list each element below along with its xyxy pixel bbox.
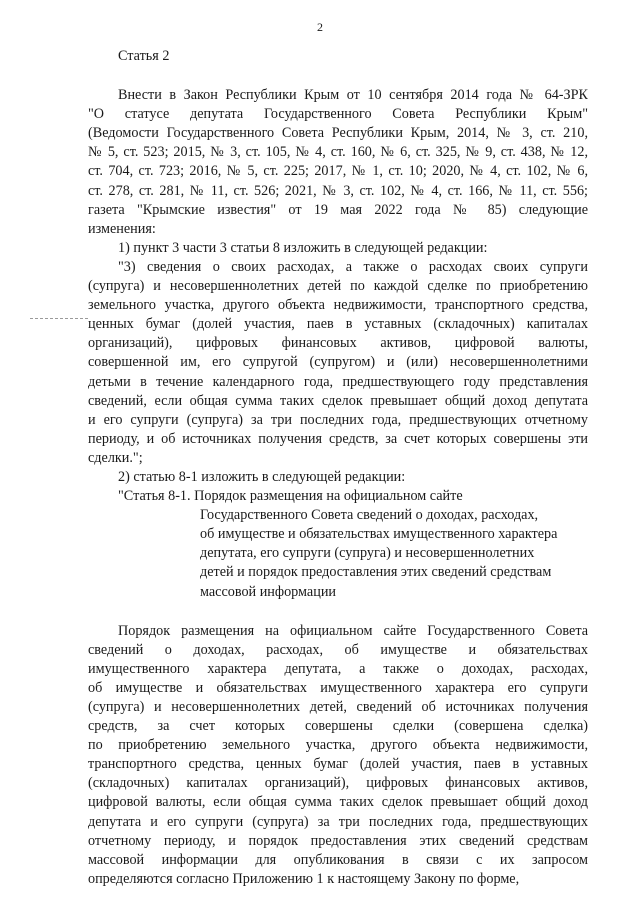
body-line: (складочных) капиталах организаций), цифровых финансовых активов, xyxy=(88,775,588,792)
scan-artifact-line xyxy=(30,318,88,319)
intro-line: (Ведомости Государственного Совета Республики Крым, 2014, № 3, ст. 210, xyxy=(88,125,588,142)
article-8-1-heading xyxy=(88,506,588,601)
body-line: отчетному периоду, и порядок предоставления этих сведений средствам xyxy=(88,832,588,849)
page-number: 2 xyxy=(317,20,323,34)
intro-line: Внести в Закон Республики Крым от 10 сентября 2014 года № 64-ЗРК xyxy=(118,87,588,104)
heading-line: детей и порядок предоставления этих сведений средствам xyxy=(200,564,552,581)
item-1-line: сведений, если общая сумма таких сделок превышает общий доход депутата xyxy=(88,392,588,409)
item-1-line: и его супруги (супруга) за три последних года, предшествующих отчетному xyxy=(88,411,588,428)
heading-line: массовой информации xyxy=(200,583,337,600)
body-line: цифровой валюты, если общая сумма таких сделок превышает общий доход xyxy=(88,794,588,811)
heading-line: Государственного Совета сведений о доходах, расходах, xyxy=(200,507,539,524)
item-1-line: детьми в течение календарного года, предшествующего году представления xyxy=(88,373,588,390)
body-line: имущественного характера депутата, а также о доходах, расходах, xyxy=(88,660,588,677)
item-1-line: организаций), цифровых финансовых активов, цифровой валюты, xyxy=(88,335,588,352)
intro-line: ст. 704, ст. 723; 2016, № 5, ст. 225; 2017, № 1, ст. 10; 2020, № 4, ст. 102, № 6, xyxy=(88,163,588,180)
article-8-1-heading-first-line: "Статья 8-1. Порядок размещения на официальном сайте xyxy=(118,488,463,505)
item-2-label: 2) статью 8-1 изложить в следующей редакции: xyxy=(118,468,406,485)
intro-line: ст. 278, ст. 281, № 11, ст. 526; 2021, № 3, ст. 102, № 4, ст. 166, № 11, ст. 556; xyxy=(88,182,588,199)
item-1-line: периоду, и об источниках получения средств, за счет которых совершены эти xyxy=(88,430,588,447)
section-spacer xyxy=(88,602,588,622)
intro-line: № 5, ст. 523; 2015, № 3, ст. 105, № 4, ст. 160, № 6, ст. 325, № 9, ст. 438, № 12, xyxy=(88,144,588,161)
item-1-label: 1) пункт 3 части 3 статьи 8 изложить в следующей редакции: xyxy=(118,239,488,256)
heading-line: депутата, его супруги (супруга) и несовершеннолетних xyxy=(200,545,535,562)
intro-line: изменения: xyxy=(88,220,156,237)
intro-paragraph xyxy=(88,86,588,239)
article-title: Статья 2 xyxy=(118,48,170,64)
body-line: транспортного средства, ценных бумаг (долей участия, паев в уставных xyxy=(88,756,588,773)
item-1-line: ценных бумаг (долей участия, паев в уставных (складочных) капиталах xyxy=(88,316,588,333)
document-body xyxy=(88,47,588,889)
body-line: массовой информации для опубликования в связи с их запросом xyxy=(88,851,588,868)
intro-line: "О статусе депутата Государственного Совета Республики Крым" xyxy=(88,106,588,123)
body-line: средств, за счет которых совершены сделки (совершена сделка) xyxy=(88,718,588,735)
body-line: Порядок размещения на официальном сайте Государственного Совета xyxy=(118,622,588,639)
body-line: определяются согласно Приложению 1 к настоящему Закону по форме, xyxy=(88,870,520,887)
item-1-text xyxy=(88,258,588,468)
body-line: (супруга) и несовершеннолетних детей, сведений об источниках получения xyxy=(88,699,588,715)
item-1-line: совершенной им, его супругой (супругом) и (или) несовершеннолетними xyxy=(88,354,588,371)
body-line: сведений о доходах, расходах, об имуществе и обязательствах xyxy=(88,641,588,658)
item-1-line: (супруга) и несовершеннолетних детей по каждой сделке по приобретению xyxy=(88,278,588,295)
article-8-1-body xyxy=(88,622,588,889)
body-line: об имуществе и обязательствах имущественного характера его супруги xyxy=(88,679,588,696)
body-line: по приобретению земельного участка, другого объекта недвижимости, xyxy=(88,737,588,754)
item-1-line: сделки."; xyxy=(88,449,143,466)
item-1-line: земельного участка, другого объекта недвижимости, транспортного средства, xyxy=(88,297,588,314)
heading-line: об имуществе и обязательствах имущественного характера xyxy=(200,526,558,543)
intro-line: газета "Крымские известия" от 19 мая 2022 года № 85) следующие xyxy=(88,201,588,218)
item-1-line: "3) сведения о своих расходах, а также о расходах своих супруги xyxy=(118,258,588,275)
body-line: депутата и его супруги (супруга) за три последних года, предшествующих xyxy=(88,813,588,830)
